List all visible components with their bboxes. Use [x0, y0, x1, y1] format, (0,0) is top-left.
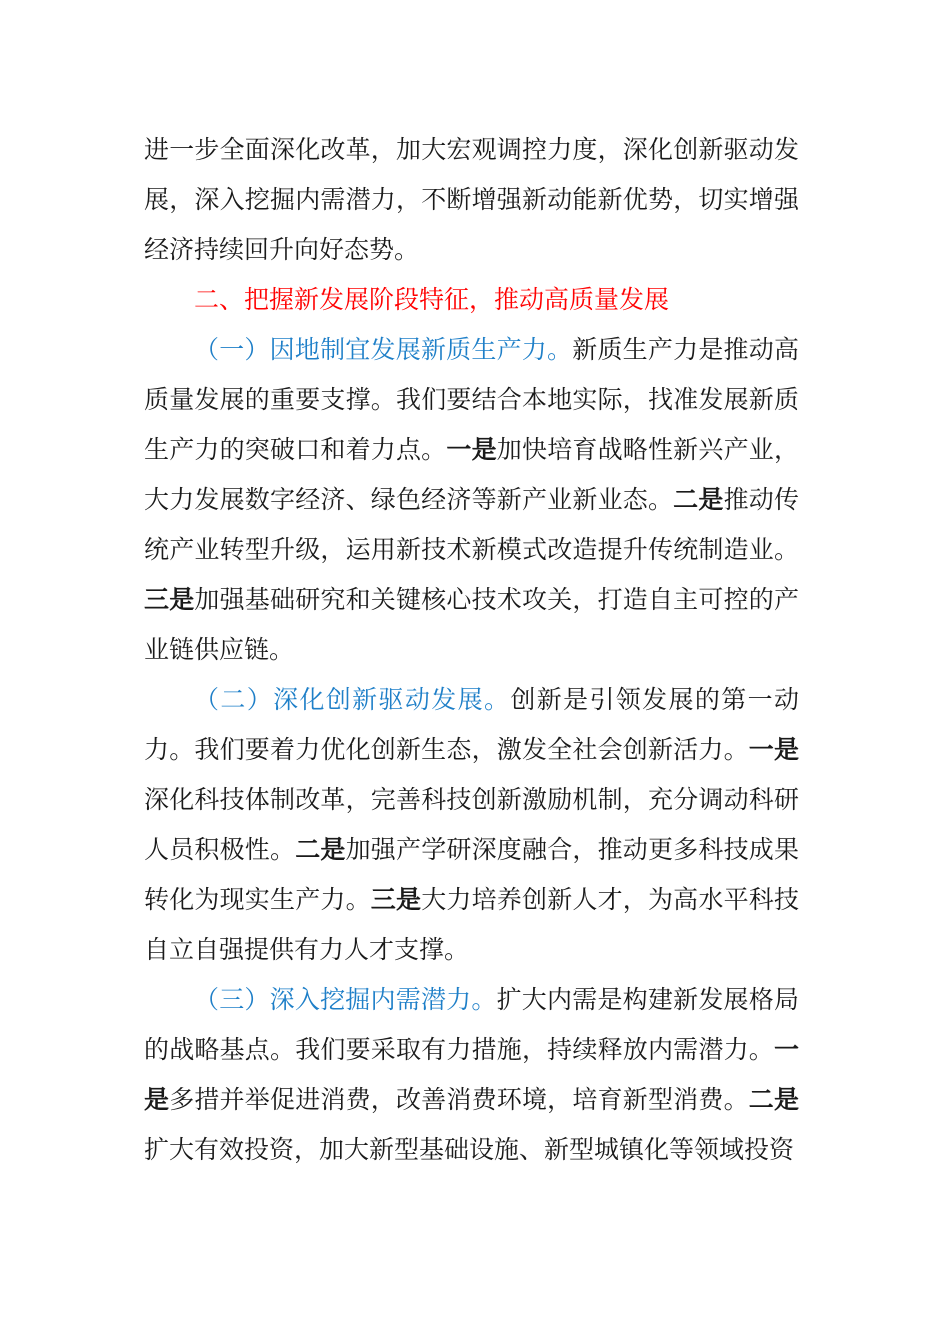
subsection-2-heading: （二）深化创新驱动发展。	[194, 685, 511, 714]
document-body	[144, 125, 799, 1175]
subsection-3-point-1-marker: 一是	[144, 1035, 799, 1114]
subsection-3-heading: （三）深入挖掘内需潜力。	[194, 985, 497, 1014]
subsection-1-point-3-marker: 三是	[144, 585, 195, 614]
subsection-2-point-1-marker: 一是	[748, 735, 799, 764]
section-heading: 二、把握新发展阶段特征，推动高质量发展	[194, 285, 670, 314]
subsection-3	[144, 975, 799, 1175]
intro-text: 进一步全面深化改革，加大宏观调控力度，深化创新驱动发展，深入挖掘内需潜力，不断增强新动能新优势，切实增强经济持续回升向好态势。	[144, 135, 799, 264]
subsection-1-point-2-marker: 二是	[673, 485, 724, 514]
subsection-2	[144, 675, 799, 975]
subsection-1-point-1-marker: 一是	[446, 435, 497, 464]
subsection-2-point-3-text: 大力培养创新人才，为高水平科技自立自强提供有力人才支撑。	[144, 885, 799, 964]
subsection-1-lead: 新质生产力是推动高质量发展的重要支撑。我们要结合本地实际，找准发展新质生产力的突破口和着力点。	[144, 335, 799, 464]
subsection-2-point-3-marker: 三是	[370, 885, 422, 914]
subsection-1	[144, 325, 799, 675]
subsection-1-point-3-text: 加强基础研究和关键核心技术攻关，打造自主可控的产业链供应链。	[144, 585, 799, 664]
intro-paragraph	[144, 125, 799, 275]
subsection-1-point-1-text: 加快培育战略性新兴产业，大力发展数字经济、绿色经济等新产业新业态。	[144, 435, 799, 514]
subsection-3-point-1-text: 多措并举促进消费，改善消费环境，培育新型消费。	[169, 1085, 749, 1114]
subsection-3-lead: 扩大内需是构建新发展格局的战略基点。我们要采取有力措施，持续释放内需潜力。	[144, 985, 799, 1064]
subsection-1-heading: （一）因地制宜发展新质生产力。	[194, 335, 573, 364]
subsection-2-point-1-text: 深化科技体制改革，完善科技创新激励机制，充分调动科研人员积极性。	[144, 785, 799, 864]
subsection-3-point-2-marker: 二是	[748, 1085, 799, 1114]
subsection-1-point-2-text: 推动传统产业转型升级，运用新技术新模式改造提升传统制造业。	[144, 485, 799, 564]
subsection-2-lead: 创新是引领发展的第一动力。我们要着力优化创新生态，激发全社会创新活力。	[144, 685, 799, 764]
subsection-3-point-2-text: 扩大有效投资，加大新型基础设施、新型城镇化等领域投资	[144, 1135, 795, 1164]
subsection-2-point-2-text: 加强产学研深度融合，推动更多科技成果转化为现实生产力。	[144, 835, 799, 914]
subsection-2-point-2-marker: 二是	[295, 835, 346, 864]
